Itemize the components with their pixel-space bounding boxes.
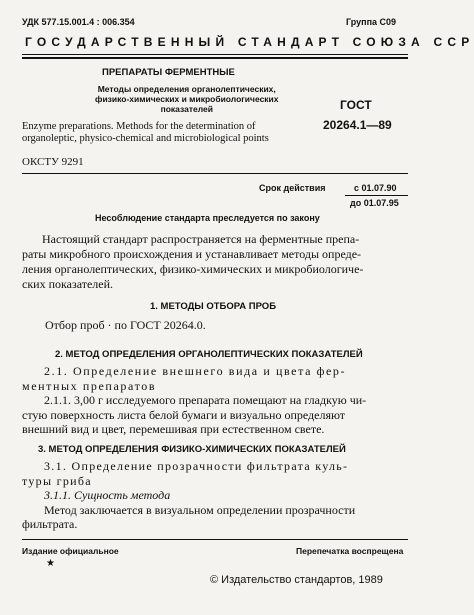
law-warning: Несоблюдение стандарта преследуется по закону — [95, 213, 320, 223]
title-block-rule — [22, 173, 408, 174]
section-1-title: 1. МЕТОДЫ ОТБОРА ПРОБ — [150, 301, 277, 312]
english-title-line: organoleptic, physico-chemical and microbiological points — [22, 133, 269, 144]
intro-line: ских показателей. — [22, 277, 114, 291]
english-title — [22, 121, 269, 145]
section-3-line: Метод заключается в визуальном определении прозрачности — [44, 502, 356, 517]
standard-header-title: ГОСУДАРСТВЕННЫЙ СТАНДАРТ СОЮЗА ССР — [25, 35, 474, 49]
section-2-line: 2.1. Определение внешнего вида и цвета фер- — [44, 364, 347, 378]
okstu-code: ОКСТУ 9291 — [22, 156, 84, 168]
header-rule-thin — [22, 54, 408, 55]
group-code: Группа С09 — [346, 17, 397, 27]
english-title-line: Enzyme preparations. Methods for the determination of — [22, 121, 256, 132]
section-3-title: 3. МЕТОД ОПРЕДЕЛЕНИЯ ФИЗИКО-ХИМИЧЕСКИХ ПОКАЗАТЕЛЕЙ — [38, 444, 346, 455]
validity-rule — [345, 195, 408, 196]
section-3-line: 3.1.1. Сущность метода — [44, 488, 171, 502]
subtitle-line: показателей — [160, 104, 213, 114]
section-2-line: ментных препаратов — [22, 378, 157, 393]
udk-code: УДК 577.15.001.4 : 006.354 — [22, 17, 135, 27]
section-2-title: 2. МЕТОД ОПРЕДЕЛЕНИЯ ОРГАНОЛЕПТИЧЕСКИХ ПОКАЗАТЕЛЕЙ — [55, 349, 363, 360]
section-2-line: 2.1.1. 3,00 г исследуемого препарата помещают на гладкую чи- — [44, 393, 367, 407]
document-subtitle — [95, 84, 279, 114]
section-3-line: фильтрата. — [22, 517, 78, 531]
section-3-line: туры гриба — [22, 473, 92, 488]
official-edition: Издание официальное — [22, 546, 119, 556]
gost-number: 20264.1—89 — [323, 118, 392, 132]
section-2-line: внешний вид и цвет, перемешивая при естественном свете. — [22, 422, 325, 436]
intro-line: Настоящий стандарт распространяется на ферментные препа- — [42, 232, 360, 246]
section-2-line: стую поверхность листа белой бумаги и визуально определяют — [22, 407, 346, 422]
subtitle-line: Методы определения органолептических, — [97, 84, 276, 94]
validity-to: до 01.07.95 — [350, 198, 399, 208]
intro-line: ления органолептических, физико-химических и микробиологиче- — [22, 262, 364, 276]
copyright: © Издательство стандартов, 1989 — [210, 574, 383, 586]
intro-line: раты микробного происхождения и устанавливает методы опреде- — [22, 247, 362, 261]
footer-rule — [22, 539, 408, 540]
section-2-body — [22, 364, 366, 437]
section-1-text: Отбор проб · по ГОСТ 20264.0. — [45, 318, 206, 332]
star-icon: ★ — [46, 558, 55, 569]
document-name: ПРЕПАРАТЫ ФЕРМЕНТНЫЕ — [102, 67, 235, 78]
subtitle-line: физико-химических и микробиологических — [95, 94, 279, 104]
section-3-line: 3.1. Определение прозрачности фильтрата куль- — [44, 459, 349, 473]
reprint-notice: Перепечатка воспрещена — [296, 546, 404, 556]
validity-label: Срок действия — [259, 183, 326, 193]
header-rule-thick — [22, 57, 408, 59]
section-3-body — [22, 459, 355, 532]
validity-from: с 01.07.90 — [354, 183, 397, 193]
gost-label: ГОСТ — [340, 98, 372, 112]
intro-paragraph — [22, 232, 363, 292]
